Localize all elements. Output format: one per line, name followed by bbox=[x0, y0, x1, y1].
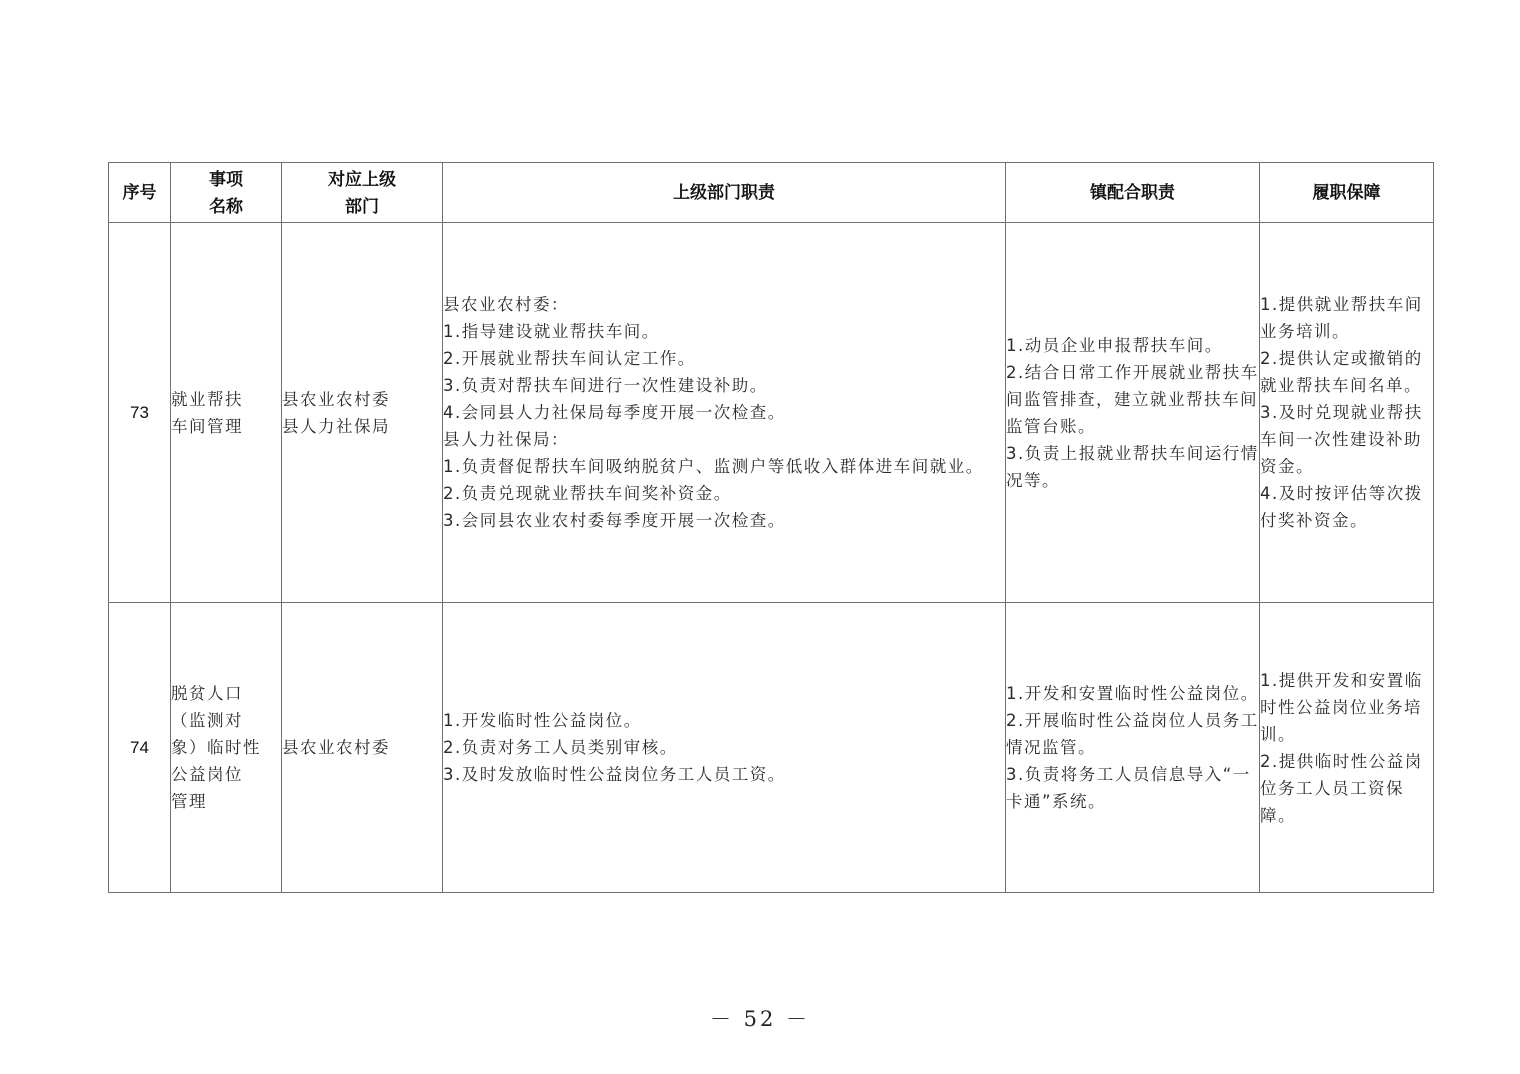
upper-duty-line: 县人力社保局： bbox=[443, 430, 569, 449]
guarantee-line: 2.提供认定或撤销的就业帮扶车间名单。 bbox=[1260, 349, 1423, 395]
row-upper-duty bbox=[443, 603, 1006, 893]
header-guarantee: 履职保障 bbox=[1260, 163, 1434, 223]
row-seq: 73 bbox=[109, 223, 171, 603]
upper-duty-line: 1.开发临时性公益岗位。 bbox=[443, 711, 642, 730]
dept-line: 县农业农村委 bbox=[282, 389, 390, 409]
header-item-name-line: 事项 bbox=[209, 169, 243, 189]
upper-duty-line: 4.会同县人力社保局每季度开展一次检查。 bbox=[443, 403, 786, 422]
item-name-line: 象）临时性 bbox=[171, 738, 261, 757]
town-duty-line: 3.负责将务工人员信息导入“一卡通”系统。 bbox=[1006, 765, 1251, 811]
item-name-line: 就业帮扶 bbox=[171, 389, 243, 409]
header-town-duty: 镇配合职责 bbox=[1006, 163, 1260, 223]
item-name-line: 脱贫人口 bbox=[171, 684, 243, 703]
header-item-name bbox=[171, 163, 282, 223]
upper-duty-line: 1.负责督促帮扶车间吸纳脱贫户、监测户等低收入群体进车间就业。 bbox=[443, 457, 984, 476]
header-dept bbox=[282, 163, 443, 223]
guarantee-line: 1.提供就业帮扶车间业务培训。 bbox=[1260, 295, 1423, 341]
dept-line: 县人力社保局 bbox=[282, 416, 390, 436]
guarantee-line: 4.及时按评估等次拨付奖补资金。 bbox=[1260, 484, 1423, 530]
upper-duty-line: 县农业农村委： bbox=[443, 295, 569, 314]
row-item-name bbox=[171, 603, 282, 893]
table-row bbox=[109, 603, 1434, 893]
header-dept-line: 对应上级 bbox=[328, 169, 396, 189]
town-duty-line: 3.负责上报就业帮扶车间运行情况等。 bbox=[1006, 443, 1259, 490]
table-row bbox=[109, 223, 1434, 603]
row-town-duty bbox=[1006, 603, 1260, 893]
upper-duty-line: 1.指导建设就业帮扶车间。 bbox=[443, 322, 660, 341]
town-duty-line: 2.开展临时性公益岗位人员务工情况监管。 bbox=[1006, 711, 1259, 757]
row-dept bbox=[282, 603, 443, 893]
upper-duty-line: 3.负责对帮扶车间进行一次性建设补助。 bbox=[443, 376, 768, 395]
item-name-line: 车间管理 bbox=[171, 416, 243, 436]
item-name-line: （监测对 bbox=[171, 711, 243, 730]
town-duty-line: 2.结合日常工作开展就业帮扶车间监管排查，建立就业帮扶车间监管台账。 bbox=[1006, 362, 1259, 436]
upper-duty-line: 2.负责对务工人员类别审核。 bbox=[443, 738, 678, 757]
row-town-duty bbox=[1006, 223, 1260, 603]
table-header-row bbox=[109, 163, 1434, 223]
page-number: － 52 － bbox=[709, 1007, 811, 1031]
town-duty-line: 1.开发和安置临时性公益岗位。 bbox=[1006, 684, 1259, 703]
guarantee-line: 1.提供开发和安置临时性公益岗位业务培训。 bbox=[1260, 670, 1423, 744]
guarantee-line: 3.及时兑现就业帮扶车间一次性建设补助资金。 bbox=[1260, 403, 1423, 476]
upper-duty-line: 2.负责兑现就业帮扶车间奖补资金。 bbox=[443, 484, 732, 503]
item-name-line: 公益岗位 bbox=[171, 765, 243, 784]
header-dept-line: 部门 bbox=[345, 196, 379, 216]
guarantee-line: 2.提供临时性公益岗位务工人员工资保障。 bbox=[1260, 751, 1423, 825]
header-item-name-line: 名称 bbox=[209, 196, 243, 216]
header-upper-duty: 上级部门职责 bbox=[443, 163, 1006, 223]
town-duty-line: 1.动员企业申报帮扶车间。 bbox=[1006, 335, 1223, 355]
row-guarantee bbox=[1260, 603, 1434, 893]
upper-duty-line: 2.开展就业帮扶车间认定工作。 bbox=[443, 349, 696, 368]
row-guarantee bbox=[1260, 223, 1434, 603]
dept-line: 县农业农村委 bbox=[282, 738, 390, 757]
row-upper-duty bbox=[443, 223, 1006, 603]
header-seq: 序号 bbox=[109, 163, 171, 223]
duty-table bbox=[108, 162, 1434, 893]
upper-duty-line: 3.会同县农业农村委每季度开展一次检查。 bbox=[443, 511, 786, 530]
row-dept bbox=[282, 223, 443, 603]
upper-duty-line: 3.及时发放临时性公益岗位务工人员工资。 bbox=[443, 765, 786, 784]
item-name-line: 管理 bbox=[171, 792, 207, 811]
row-seq: 74 bbox=[109, 603, 171, 893]
row-item-name bbox=[171, 223, 282, 603]
